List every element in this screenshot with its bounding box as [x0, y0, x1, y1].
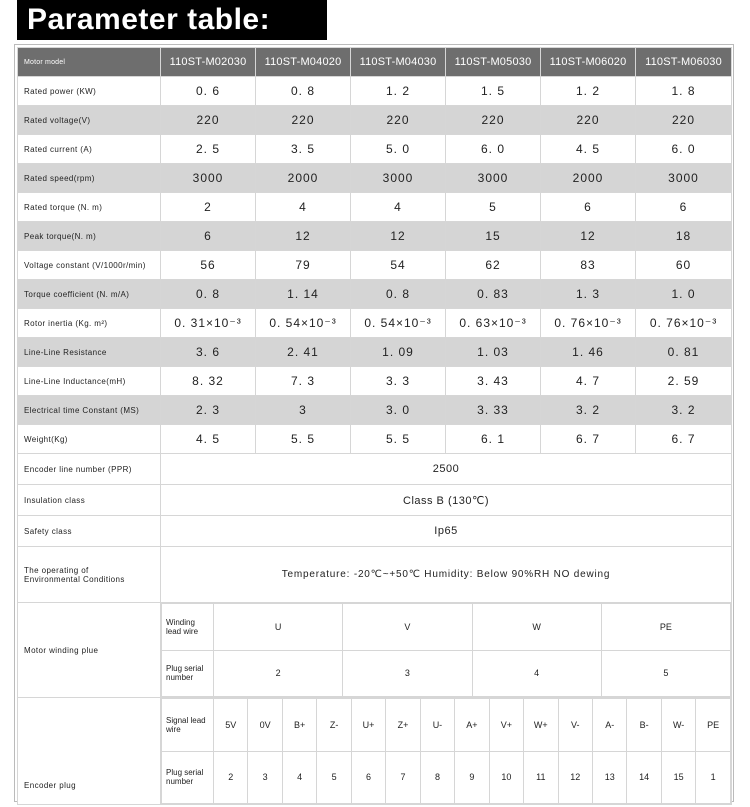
parameter-value: 0. 8: [256, 77, 351, 106]
encoder-plug-number-cell: 7: [386, 751, 420, 804]
parameter-value: 6. 7: [636, 425, 732, 454]
winding-lead-row: [162, 604, 731, 651]
environment-row: [18, 547, 732, 603]
model-header-cell: 110ST-M06030: [636, 48, 732, 77]
parameter-value: 3. 6: [161, 338, 256, 367]
parameter-value: 220: [256, 106, 351, 135]
parameter-value: 12: [256, 222, 351, 251]
winding-lead-label-line1: Winding: [166, 617, 195, 627]
parameter-value: 3000: [161, 164, 256, 193]
encoder-plug-number-cell: 9: [455, 751, 489, 804]
parameter-value: 6. 0: [446, 135, 541, 164]
parameter-value: 1. 03: [446, 338, 541, 367]
safety-value: Ip65: [161, 516, 732, 547]
winding-plug-label-line1: Plug serial: [166, 664, 204, 674]
encoder-plug-number-cell: 15: [661, 751, 695, 804]
model-header-cell: 110ST-M06020: [541, 48, 636, 77]
winding-lead-label: [162, 604, 214, 651]
parameter-row: [18, 193, 732, 222]
encoder_line-row: [18, 454, 732, 485]
parameter-value: 220: [351, 106, 446, 135]
signal-lead-cell: B+: [282, 699, 316, 752]
parameter-value: 0. 54×10⁻³: [351, 309, 446, 338]
signal-lead-cell: W-: [661, 699, 695, 752]
parameter-value: 220: [636, 106, 732, 135]
encoder-plug-label: Encoder plug: [18, 698, 161, 805]
parameter-label: Rated torque (N. m): [18, 193, 161, 222]
parameter-label: Torque coefficient (N. m/A): [18, 280, 161, 309]
winding-plug-cell: 3: [343, 650, 472, 697]
model-header-cell: 110ST-M04030: [351, 48, 446, 77]
parameter-value: 0. 6: [161, 77, 256, 106]
signal-lead-cell: 5V: [214, 699, 248, 752]
signal-lead-cell: B-: [627, 699, 661, 752]
encoder-plug-number-label: [162, 751, 214, 804]
parameter-value: 3000: [351, 164, 446, 193]
parameter-row: [18, 106, 732, 135]
parameter-label: Rated current (A): [18, 135, 161, 164]
parameter-value: 220: [161, 106, 256, 135]
parameter-value: 2. 41: [256, 338, 351, 367]
parameter-label: Rotor inertia (Kg. m²): [18, 309, 161, 338]
signal-lead-cell: U-: [420, 699, 454, 752]
signal-lead-cell: Z+: [386, 699, 420, 752]
parameter-value: 6. 0: [636, 135, 732, 164]
parameter-value: 6: [161, 222, 256, 251]
environment-label: [18, 547, 161, 603]
parameter-value: 0. 31×10⁻³: [161, 309, 256, 338]
insulation-row: [18, 485, 732, 516]
parameter-value: 6. 1: [446, 425, 541, 454]
parameter-value: 0. 8: [351, 280, 446, 309]
parameter-value: 2: [161, 193, 256, 222]
parameter-value: 4. 5: [541, 135, 636, 164]
parameter-value: 3000: [636, 164, 732, 193]
signal-lead-cell: A-: [592, 699, 626, 752]
parameter-value: 3. 2: [636, 396, 732, 425]
parameter-value: 60: [636, 251, 732, 280]
winding-plug-cell: 2: [214, 650, 343, 697]
parameter-value: 4: [351, 193, 446, 222]
signal-lead-label-line1: Signal lead: [166, 715, 206, 725]
parameter-value: 15: [446, 222, 541, 251]
parameter-value: 0. 54×10⁻³: [256, 309, 351, 338]
encoder-plug-number-cell: 4: [282, 751, 316, 804]
winding-lead-label-line2: lead wire: [166, 626, 199, 636]
model-header-cell: 110ST-M02030: [161, 48, 256, 77]
parameter-value: 2. 59: [636, 367, 732, 396]
encoder-plug-number-cell: 2: [214, 751, 248, 804]
parameter-value: 79: [256, 251, 351, 280]
safety-row: [18, 516, 732, 547]
parameter-label: Weight(Kg): [18, 425, 161, 454]
parameter-value: 1. 09: [351, 338, 446, 367]
parameter-value: 0. 83: [446, 280, 541, 309]
winding-plug-label: [162, 650, 214, 697]
encoder-plug-number-cell: 5: [317, 751, 351, 804]
motor-winding-subtable: [161, 603, 731, 697]
parameter-table: [17, 47, 732, 805]
motor-winding-row: [18, 603, 732, 698]
winding-lead-cell: PE: [601, 604, 730, 651]
motor-winding-grid: [161, 603, 732, 698]
parameter-value: 3. 0: [351, 396, 446, 425]
title-bar: [0, 0, 750, 40]
parameter-value: 3000: [446, 164, 541, 193]
parameter-row: [18, 77, 732, 106]
environment-label-line1: The operating of: [24, 565, 89, 575]
parameter-label: Rated power (KW): [18, 77, 161, 106]
insulation-label: Insulation class: [18, 485, 161, 516]
parameter-value: 2000: [256, 164, 351, 193]
parameter-value: 4: [256, 193, 351, 222]
encoder-plug-number-cell: 6: [351, 751, 385, 804]
parameter-value: 5. 5: [256, 425, 351, 454]
parameter-value: 220: [541, 106, 636, 135]
parameter-value: 5: [446, 193, 541, 222]
encoder-plug-number-label-line1: Plug serial: [166, 768, 204, 778]
parameter-label: Electrical time Constant (MS): [18, 396, 161, 425]
parameter-value: 54: [351, 251, 446, 280]
signal-lead-cell: W+: [524, 699, 558, 752]
parameter-value: 3. 5: [256, 135, 351, 164]
parameter-value: 12: [351, 222, 446, 251]
winding-plug-cell: 4: [472, 650, 601, 697]
signal-lead-cell: V+: [489, 699, 523, 752]
parameter-value: 8. 32: [161, 367, 256, 396]
parameter-value: 3. 3: [351, 367, 446, 396]
parameter-row: [18, 338, 732, 367]
parameter-value: 0. 8: [161, 280, 256, 309]
parameter-value: 4. 7: [541, 367, 636, 396]
parameter-value: 2. 3: [161, 396, 256, 425]
parameter-value: 56: [161, 251, 256, 280]
parameter-value: 3: [256, 396, 351, 425]
signal-lead-cell: PE: [696, 699, 731, 752]
encoder-plug-number-cell: 1: [696, 751, 731, 804]
encoder-plug-grid: [161, 698, 732, 805]
parameter-row: [18, 135, 732, 164]
parameter-value: 5. 0: [351, 135, 446, 164]
encoder-plug-number-label-line2: number: [166, 777, 194, 787]
parameter-value: 4. 5: [161, 425, 256, 454]
winding-lead-cell: V: [343, 604, 472, 651]
winding-plug-cell: 5: [601, 650, 730, 697]
insulation-value: Class B (130℃): [161, 485, 732, 516]
signal-lead-row: [162, 699, 731, 752]
safety-label: Safety class: [18, 516, 161, 547]
parameter-row: [18, 309, 732, 338]
parameter-value: 5. 5: [351, 425, 446, 454]
signal-lead-label-line2: wire: [166, 724, 181, 734]
parameter-value: 0. 63×10⁻³: [446, 309, 541, 338]
parameter-row: [18, 222, 732, 251]
parameter-value: 3. 33: [446, 396, 541, 425]
parameter-value: 3. 43: [446, 367, 541, 396]
encoder_line-value: 2500: [161, 454, 732, 485]
signal-lead-cell: U+: [351, 699, 385, 752]
encoder-plug-subtable: [161, 698, 731, 804]
parameter-value: 83: [541, 251, 636, 280]
parameter-value: 2000: [541, 164, 636, 193]
winding-lead-cell: U: [214, 604, 343, 651]
page-title: Parameter table:: [17, 0, 327, 40]
signal-lead-cell: A+: [455, 699, 489, 752]
winding-plug-label-line2: number: [166, 673, 194, 683]
parameter-label: Line-Line Inductance(mH): [18, 367, 161, 396]
parameter-value: 6: [636, 193, 732, 222]
encoder-plug-number-cell: 3: [248, 751, 282, 804]
parameter-row: [18, 367, 732, 396]
model-header-cell: 110ST-M04020: [256, 48, 351, 77]
encoder-plug-number-cell: 13: [592, 751, 626, 804]
parameter-value: 0. 81: [636, 338, 732, 367]
parameter-label: Rated speed(rpm): [18, 164, 161, 193]
parameter-row: [18, 396, 732, 425]
signal-lead-cell: V-: [558, 699, 592, 752]
parameter-value: 1. 2: [351, 77, 446, 106]
environment-value: Temperature: -20℃~+50℃ Humidity: Below 90%RH NO dewing: [161, 547, 732, 603]
parameter-row: [18, 280, 732, 309]
parameter-value: 0. 76×10⁻³: [636, 309, 732, 338]
motor-model-label: Motor model: [18, 48, 161, 77]
parameter-label: Voltage constant (V/1000r/min): [18, 251, 161, 280]
parameter-label: Peak torque(N. m): [18, 222, 161, 251]
winding-plug-row: [162, 650, 731, 697]
parameter-value: 62: [446, 251, 541, 280]
parameter-value: 1. 8: [636, 77, 732, 106]
parameter-value: 0. 76×10⁻³: [541, 309, 636, 338]
parameter-value: 6: [541, 193, 636, 222]
parameter-value: 6. 7: [541, 425, 636, 454]
header-row: [18, 48, 732, 77]
parameter-row: [18, 164, 732, 193]
parameter-value: 18: [636, 222, 732, 251]
parameter-value: 220: [446, 106, 541, 135]
signal-lead-cell: 0V: [248, 699, 282, 752]
model-header-cell: 110ST-M05030: [446, 48, 541, 77]
parameter-value: 7. 3: [256, 367, 351, 396]
parameter-label: Line-Line Resistance: [18, 338, 161, 367]
encoder-plug-row: [18, 698, 732, 805]
encoder_line-label: Encoder line number (PPR): [18, 454, 161, 485]
parameter-value: 2. 5: [161, 135, 256, 164]
encoder-plug-number-cell: 11: [524, 751, 558, 804]
parameter-value: 1. 46: [541, 338, 636, 367]
environment-label-line2: Environmental Conditions: [24, 574, 125, 584]
parameter-value: 1. 14: [256, 280, 351, 309]
signal-lead-label: [162, 699, 214, 752]
encoder-plug-number-cell: 14: [627, 751, 661, 804]
parameter-value: 1. 3: [541, 280, 636, 309]
encoder-plug-number-row: [162, 751, 731, 804]
parameter-value: 1. 5: [446, 77, 541, 106]
encoder-plug-number-cell: 8: [420, 751, 454, 804]
parameter-row: [18, 425, 732, 454]
encoder-plug-number-cell: 10: [489, 751, 523, 804]
parameter-value: 1. 2: [541, 77, 636, 106]
parameter-value: 1. 0: [636, 280, 732, 309]
parameter-value: 12: [541, 222, 636, 251]
motor-winding-label: Motor winding plue: [18, 603, 161, 698]
encoder-plug-number-cell: 12: [558, 751, 592, 804]
parameter-value: 3. 2: [541, 396, 636, 425]
winding-lead-cell: W: [472, 604, 601, 651]
parameter-label: Rated voltage(V): [18, 106, 161, 135]
parameter-row: [18, 251, 732, 280]
signal-lead-cell: Z-: [317, 699, 351, 752]
